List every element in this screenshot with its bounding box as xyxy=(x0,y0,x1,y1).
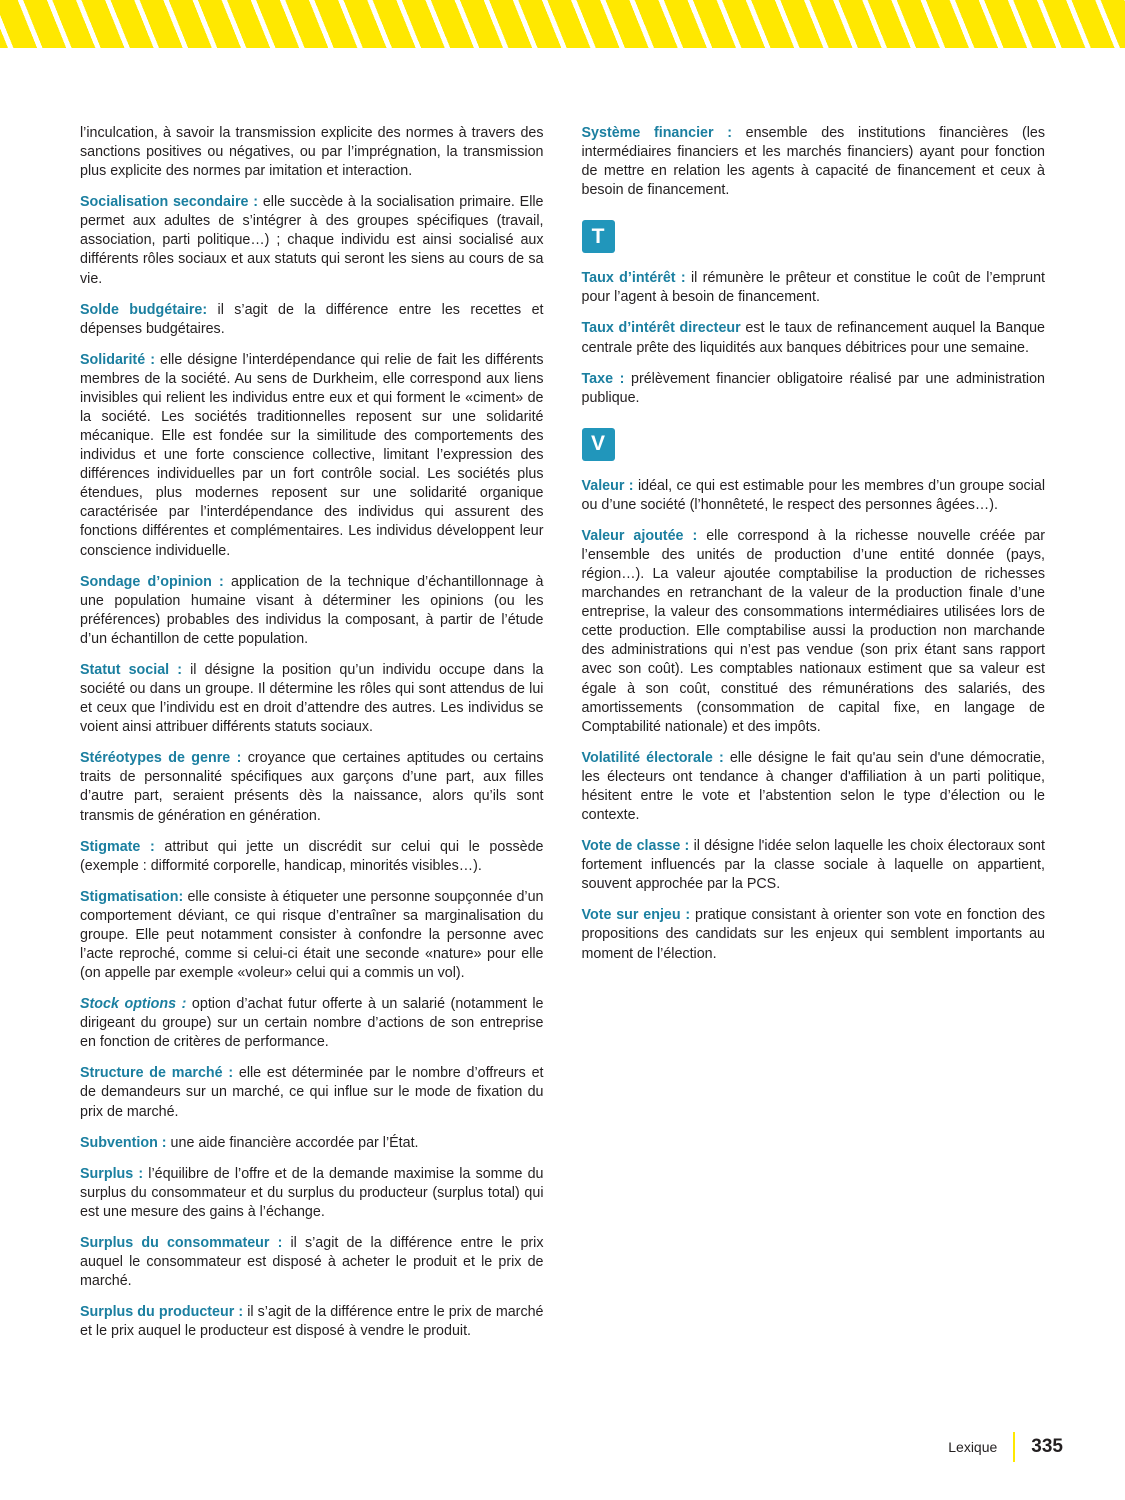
glossary-definition: croyance que certaines aptitudes ou certains traits de personnalité spécifiques aux garçons d’une part, aux filles d’autre part, seraient présents dès la naissance, alors qu’ils sont transmis de génération en génération. xyxy=(80,750,544,824)
footer-divider xyxy=(1013,1432,1015,1462)
glossary-definition: l’équilibre de l’offre et de la demande maximise la somme du surplus du consommateur et du surplus du producteur (surplus total) qui est une mesure des gains à l’échange. xyxy=(80,1165,544,1220)
glossary-definition: est le taux de refinancement auquel la Banque centrale prête des liquidités aux banques débitrices pour une semaine. xyxy=(581,320,1045,356)
glossary-term: Taux d’intérêt directeur xyxy=(581,320,741,337)
footer-page-number: 335 xyxy=(1031,1436,1063,1457)
glossary-definition: il désigne l'idée selon laquelle les choix électoraux sont fortement influencés par la classe sociale à laquelle on appartient, souvent approchée par la PCS. xyxy=(581,838,1045,893)
diagonal-stripes-pattern xyxy=(0,0,1125,48)
glossary-entry xyxy=(80,301,544,339)
glossary-entry xyxy=(80,995,544,1052)
glossary-entry xyxy=(582,124,1046,200)
glossary-entry xyxy=(80,1134,544,1153)
glossary-term: Solidarité : xyxy=(80,351,155,368)
glossary-definition: elle consiste à étiqueter une personne soupçonnée d’un comportement déviant, ce qui risque d’entraîner sa marginalisation du groupe. Elle peut notamment consister à confondre la personne avec l’acte reproché, comme si celui-ci était une seconde «nature» pour elle (on appelle par exemple «voleur» celui qui a commis un vol). xyxy=(80,888,544,982)
glossary-definition: ensemble des institutions financières (les intermédiaires financiers et les marchés financiers) ayant pour fonction de mettre en relation les agents à capacité de financement et ceux à besoin de financement. xyxy=(581,125,1045,199)
glossary-definition: il s’agit de la différence entre le prix auquel le consommateur est disposé à acheter le produit et le prix de marché. xyxy=(80,1234,544,1290)
letter-marker-t: T xyxy=(582,220,615,253)
two-column-layout xyxy=(80,124,1045,1353)
footer-section-label: Lexique xyxy=(948,1439,998,1455)
glossary-term: Stigmatisation: xyxy=(80,888,184,905)
glossary-term: Sondage d’opinion : xyxy=(80,573,224,590)
glossary-definition: il s’agit de la différence entre le prix de marché et le prix auquel le producteur est disposé à vendre le produit. xyxy=(80,1304,544,1340)
glossary-entry xyxy=(80,1303,544,1341)
intro-paragraph: l’inculcation, à savoir la transmission explicite des normes à travers des sanctions positives ou négatives, ou par l’imprégnation, la transmission plus explicite des normes par imitation et interaction. xyxy=(80,125,544,180)
glossary-entry xyxy=(582,370,1046,408)
glossary-definition: application de la technique d’échantillonnage à une population humaine visant à déterminer les opinions (ou les préférences) probables des individus la composant, à partir de l’étude d’un échantillon de cette population. xyxy=(80,573,544,647)
glossary-entry xyxy=(582,319,1046,357)
glossary-entry xyxy=(80,888,544,983)
glossary-term: Surplus du producteur : xyxy=(80,1304,244,1321)
glossary-entry xyxy=(80,1064,544,1121)
glossary-term: Taxe : xyxy=(581,370,625,387)
glossary-term: Statut social : xyxy=(80,661,183,678)
glossary-term: Taux d’intérêt : xyxy=(581,270,686,287)
glossary-definition: une aide financière accordée par l’État. xyxy=(166,1134,419,1151)
glossary-definition: il désigne la position qu’un individu occupe dans la société ou dans un groupe. Il détermine les rôles qui sont attendus de lui et ceux que l’individu est en droit d’attendre des autres. Les individus se voient ainsi attribuer différents statuts sociaux. xyxy=(80,661,544,736)
left-column xyxy=(80,124,544,1353)
glossary-entry xyxy=(582,269,1046,307)
glossary-term: Surplus : xyxy=(80,1165,144,1182)
glossary-entry xyxy=(80,661,544,737)
glossary-term: Valeur ajoutée : xyxy=(581,527,698,544)
glossary-entry xyxy=(582,906,1046,963)
glossary-definition: prélèvement financier obligatoire réalisé par une administration publique. xyxy=(581,370,1045,406)
letter-marker-v: V xyxy=(582,428,615,461)
glossary-entry xyxy=(582,749,1046,825)
glossary-entry xyxy=(80,573,544,649)
glossary-term: Solde budgétaire: xyxy=(80,301,208,318)
page-footer xyxy=(0,1432,1125,1462)
glossary-definition: idéal, ce qui est estimable pour les membres d’un groupe social ou d’une société (l’honnêteté, le respect des personnes âgées…). xyxy=(581,477,1046,513)
glossary-definition: elle correspond à la richesse nouvelle créée par l’ensemble des unités de production d’une entité donnée (pays, région…). La valeur ajoutée comptabilise la production de richesses marchandes en retranchant de la valeur de la production finale d’une entreprise, la valeur des consommations intermédiaires utilisées lors de cette production. Elle comptabilise aussi la production non marchande des administrations qui n’est pas vendue (son prix étant sans rapport avec son coût). Les comptables nationaux estiment que sa valeur est égale à son coût, constitué des rémunérations des salariés, des amortissements (consommation de capital fixe, en langage de Comptabilité nationale) et des impôts. xyxy=(581,527,1045,735)
page-content xyxy=(80,124,1045,1353)
glossary-entry xyxy=(80,351,544,561)
glossary-term: Valeur : xyxy=(581,477,634,494)
left-entries-list xyxy=(80,193,544,1341)
glossary-definition: elle désigne l’interdépendance qui relie de fait les différents membres de la société. Au sens de Durkheim, elle correspond aux liens invisibles qui relient les individus entre eux et qui forment le «ciment» de la société. Les sociétés traditionnelles reposent sur une solidarité mécanique. Elle est fondée sur la similitude des comportements des individus et une forte conscience collective, limitant l’expression des différences individuelles par un fort contrôle social. Les sociétés plus étendues, plus modernes reposent sur une solidarité organique caractérisée par l’interdépendance des individus qui assurent des fonctions différentes et complémentaires. Les individus développent leur conscience individuelle. xyxy=(80,351,544,559)
glossary-entry xyxy=(80,1165,544,1222)
glossary-definition: elle désigne le fait qu'au sein d'une démocratie, les électeurs ont tendance à changer d'affiliation à un parti politique, hésitent entre le vote et l’abstention selon le type d’élection ou le contexte. xyxy=(581,749,1046,824)
glossary-entry xyxy=(80,749,544,825)
right-entries-v xyxy=(582,477,1046,964)
right-column xyxy=(582,124,1046,1353)
glossary-definition: il rémunère le prêteur et constitue le coût de l’emprunt pour l’agent à besoin de financement. xyxy=(581,270,1046,306)
glossary-entry xyxy=(582,477,1046,515)
glossary-definition: il s’agit de la différence entre les recettes et dépenses budgétaires. xyxy=(80,301,544,337)
glossary-term: Vote sur enjeu : xyxy=(581,907,691,924)
glossary-term: Volatilité électorale : xyxy=(581,749,724,766)
glossary-entry xyxy=(582,527,1046,737)
glossary-term: Socialisation secondaire : xyxy=(80,194,259,211)
glossary-definition: elle est déterminée par le nombre d’offreurs et de demandeurs sur un marché, ce qui influe sur le mode de fixation du prix de marché. xyxy=(80,1065,544,1120)
glossary-entry xyxy=(80,838,544,876)
glossary-term: Subvention : xyxy=(80,1134,167,1151)
glossary-term: Système financier : xyxy=(581,125,732,141)
glossary-definition: attribut qui jette un discrédit sur celui qui le possède (exemple : difformité corporelle, handicap, minorités visibles…). xyxy=(80,838,544,874)
glossary-term: Structure de marché : xyxy=(80,1065,234,1082)
glossary-definition: option d’achat futur offerte à un salarié (notamment le dirigeant du groupe) sur un certain nombre d’actions de son entreprise en fonction de critères de performance. xyxy=(80,996,544,1051)
glossary-definition: elle succède à la socialisation primaire. Elle permet aux adultes de s’intégrer à des groupes spécifiques (travail, association, parti politique…) ; chaque individu est ainsi socialisé aux différents rôles sociaux et aux statuts qui seront les siens au cours de sa vie. xyxy=(80,194,544,287)
glossary-term: Stigmate : xyxy=(80,838,155,855)
glossary-term: Vote de classe : xyxy=(581,838,690,855)
right-entries-before-t xyxy=(582,124,1046,200)
right-entries-t xyxy=(582,269,1046,407)
decorative-top-band xyxy=(0,0,1125,48)
glossary-term: Stock options : xyxy=(80,996,187,1013)
glossary-definition: pratique consistant à orienter son vote en fonction des propositions des candidats sur les enjeux qui semblent importants au moment de l’élection. xyxy=(581,907,1045,962)
glossary-entry xyxy=(80,1234,544,1291)
glossary-term: Surplus du consommateur : xyxy=(80,1234,283,1251)
glossary-term: Stéréotypes de genre : xyxy=(80,750,242,767)
glossary-entry xyxy=(582,837,1046,894)
glossary-entry xyxy=(80,193,544,288)
